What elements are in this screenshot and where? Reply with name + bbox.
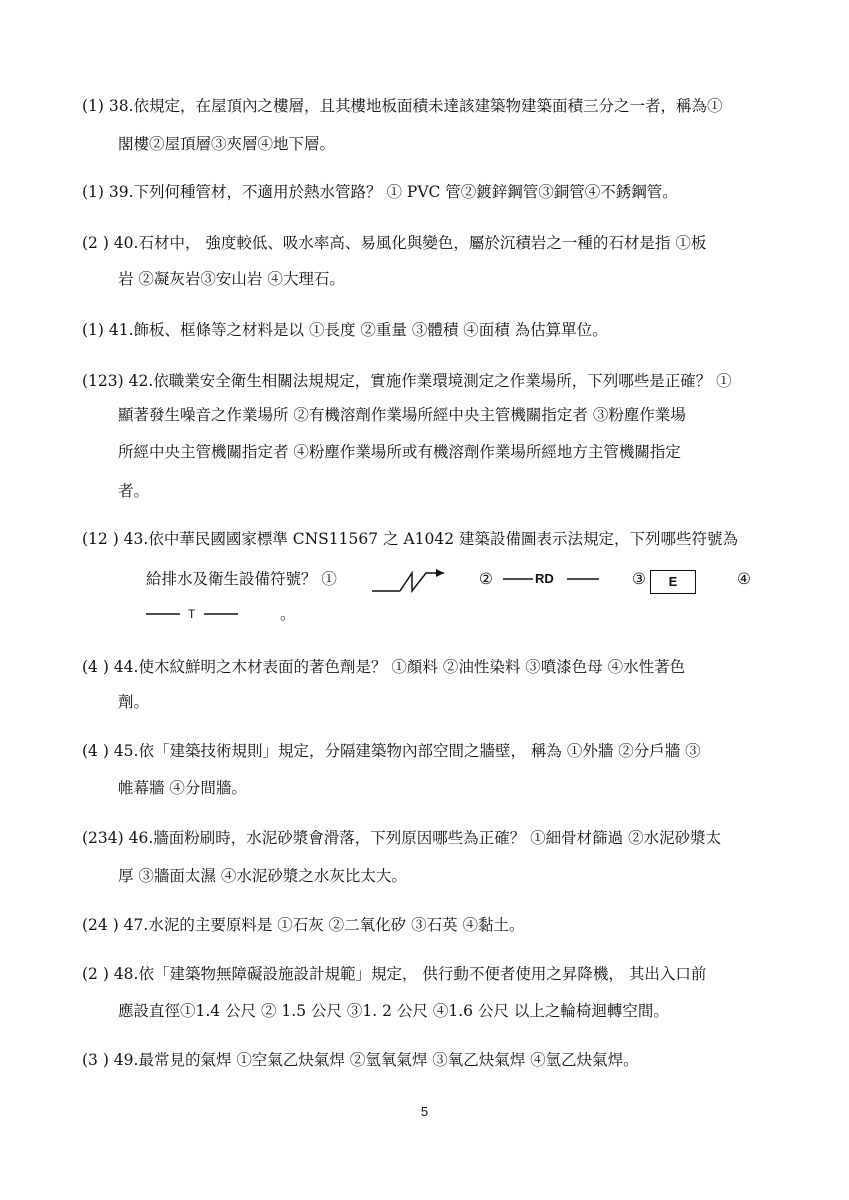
rd-label: RD <box>535 571 554 586</box>
question-43-option-2-marker: ② <box>479 570 493 588</box>
question-42-line-1: (123) 42.依職業安全衛生相關法規規定，實施作業環境測定之作業場所，下列哪些是正確？ ① <box>82 372 732 390</box>
question-38-line-1: (1) 38.依規定，在屋頂內之樓層，且其樓地板面積未達該建築物建築面積三分之一者，稱為① <box>82 97 723 115</box>
question-48-line-1: (2 ) 48.依「建築物無障礙設施設計規範」規定， 供行動不便者使用之昇降機， 其出入口前 <box>82 965 707 983</box>
question-49-line-1: (3 ) 49.最常見的氣焊 ①空氣乙炔氣焊 ②氫氧氣焊 ③氧乙炔氣焊 ④氫乙炔氣焊。 <box>82 1051 639 1069</box>
question-46-line-2: 厚 ③牆面太濕 ④水泥砂漿之水灰比太大。 <box>118 867 407 885</box>
question-43-line-2: 給排水及衛生設備符號？ ① <box>146 570 337 588</box>
question-48-line-2: 應設直徑①1.4 公尺 ② 1.5 公尺 ③1. 2 公尺 ④1.6 公尺 以上之輪椅迴轉空間。 <box>118 1002 669 1020</box>
question-44-line-2: 劑。 <box>118 693 150 711</box>
question-44-line-1: (4 ) 44.使木紋鮮明之木材表面的著色劑是？ ①顏料 ②油性染料 ③噴漆色母 ④水性著色 <box>82 658 686 676</box>
t-label: T <box>188 607 196 621</box>
question-47-line-1: (24 ) 47.水泥的主要原料是 ①石灰 ②二氧化矽 ③石英 ④黏土。 <box>82 916 525 934</box>
question-42-line-3: 所經中央主管機關指定者 ④粉塵作業場所或有機溶劑作業場所經地方主管機關指定 <box>118 443 681 461</box>
valve-symbol <box>370 563 446 599</box>
question-45-line-1: (4 ) 45.依「建築技術規則」規定，分隔建築物內部空間之牆壁， 稱為 ①外牆 ②分戶牆 ③ <box>82 742 701 760</box>
question-40-line-2: 岩 ②凝灰岩③安山岩 ④大理石。 <box>118 270 345 288</box>
question-42-line-2: 顯著發生噪音之作業場所 ②有機溶劑作業場所經中央主管機關指定者 ③粉塵作業場 <box>118 406 686 424</box>
page-number: 5 <box>420 1104 429 1119</box>
e-box-symbol: E <box>650 570 696 594</box>
question-41-line-1: (1) 41.飾板、框條等之材料是以 ①長度 ②重量 ③體積 ④面積 為估算單位。 <box>82 321 608 339</box>
question-43-option-3-marker: ③ <box>632 570 646 588</box>
question-43-option-4-marker: ④ <box>737 570 751 588</box>
question-39-line-1: (1) 39.下列何種管材，不適用於熱水管路？ ① PVC 管②鍍鋅鋼管③銅管④不銹鋼管。 <box>82 183 678 201</box>
question-40-line-1: (2 ) 40.石材中， 強度較低、吸水率高、易風化與變色，屬於沉積岩之一種的石材是指 ①板 <box>82 234 707 252</box>
question-43-line-1: (12 ) 43.依中華民國國家標準 CNS11567 之 A1042 建築設備圖表示法規定，下列哪些符號為 <box>82 530 739 548</box>
question-43-end: 。 <box>280 605 296 623</box>
question-38-line-2: 閣樓②屋頂層③夾層④地下層。 <box>118 135 336 153</box>
question-45-line-2: 帷幕牆 ④分間牆。 <box>118 779 247 797</box>
question-46-line-1: (234) 46.牆面粉刷時，水泥砂漿會滑落，下列原因哪些為正確？ ①細骨材篩過 ②水泥砂漿太 <box>82 829 722 847</box>
question-42-line-4: 者。 <box>118 482 150 500</box>
